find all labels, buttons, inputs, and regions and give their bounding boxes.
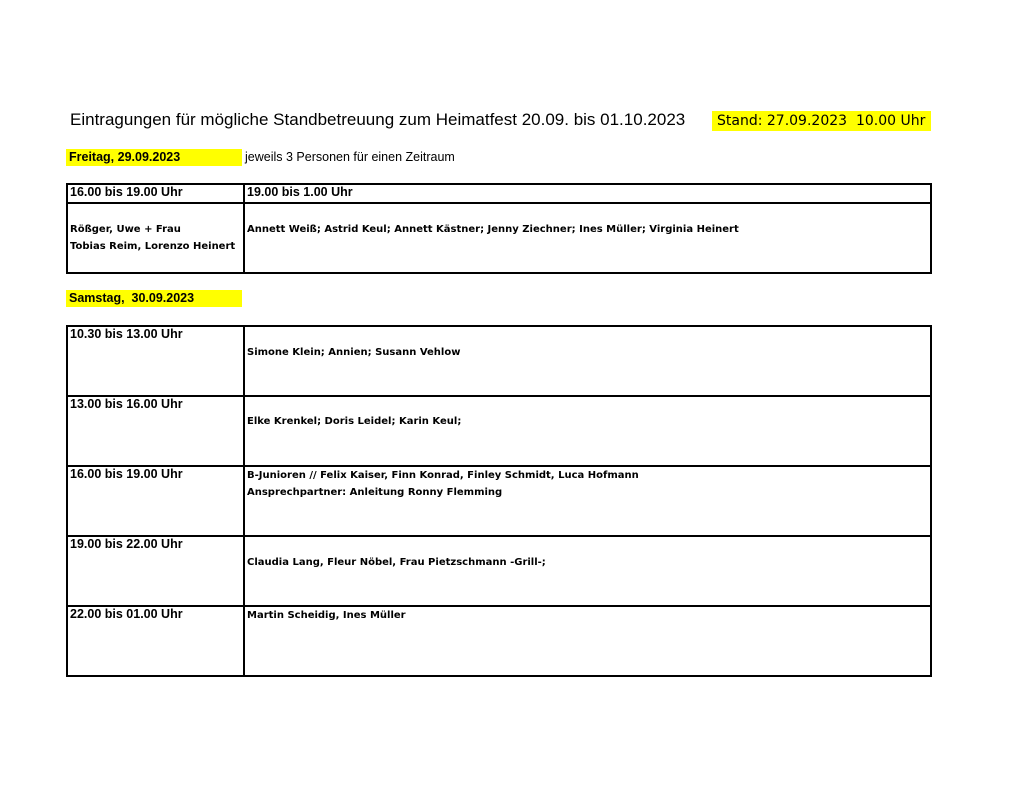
saturday-names <box>244 606 931 676</box>
saturday-names-line: Elke Krenkel; Doris Leidel; Karin Keul; <box>247 416 462 427</box>
friday-names-slot-2: Annett Weiß; Astrid Keul; Annett Kästner; Jenny Ziechner; Ines Müller; Virginia Heinert <box>244 203 931 273</box>
saturday-names-line: Simone Klein; Annien; Susann Vehlow <box>247 347 461 358</box>
saturday-names <box>244 536 931 606</box>
friday-header-row <box>67 184 931 203</box>
friday-table <box>66 183 932 274</box>
friday-names-slot-1 <box>67 203 244 273</box>
friday-names-slot-1-line-2: Tobias Reim, Lorenzo Heinert <box>70 241 236 252</box>
saturday-time-slot: 13.00 bis 16.00 Uhr <box>67 396 244 466</box>
saturday-label: Samstag, 30.09.2023 <box>66 290 242 307</box>
friday-names-slot-1-line-1: Rößger, Uwe + Frau <box>70 224 181 235</box>
saturday-time-slot: 19.00 bis 22.00 Uhr <box>67 536 244 606</box>
saturday-names <box>244 466 931 536</box>
saturday-names <box>244 396 931 466</box>
table-row <box>67 536 931 606</box>
saturday-time-slot: 10.30 bis 13.00 Uhr <box>67 326 244 396</box>
saturday-names <box>244 326 931 396</box>
friday-header-slot-1: 16.00 bis 19.00 Uhr <box>67 184 244 203</box>
saturday-names-line: Claudia Lang, Fleur Nöbel, Frau Pietzschmann -Grill-; <box>247 557 546 568</box>
friday-note: jeweils 3 Personen für einen Zeitraum <box>245 150 455 164</box>
table-row <box>67 606 931 676</box>
table-row <box>67 466 931 536</box>
saturday-names-line: Ansprechpartner: Anleitung Ronny Flemming <box>247 487 503 498</box>
saturday-names-line: Martin Scheidig, Ines Müller <box>247 610 406 621</box>
friday-label: Freitag, 29.09.2023 <box>66 149 242 166</box>
saturday-time-slot: 22.00 bis 01.00 Uhr <box>67 606 244 676</box>
table-row <box>67 396 931 466</box>
saturday-names-line: B-Junioren // Felix Kaiser, Finn Konrad, Finley Schmidt, Luca Hofmann <box>247 470 639 481</box>
saturday-time-slot: 16.00 bis 19.00 Uhr <box>67 466 244 536</box>
saturday-table <box>66 325 932 677</box>
page-title: Eintragungen für mögliche Standbetreuung zum Heimatfest 20.09. bis 01.10.2023 <box>70 110 686 129</box>
friday-names-row <box>67 203 931 273</box>
table-row <box>67 326 931 396</box>
friday-header-slot-2: 19.00 bis 1.00 Uhr <box>244 184 931 203</box>
status-date-badge: Stand: 27.09.2023 10.00 Uhr <box>712 111 931 131</box>
